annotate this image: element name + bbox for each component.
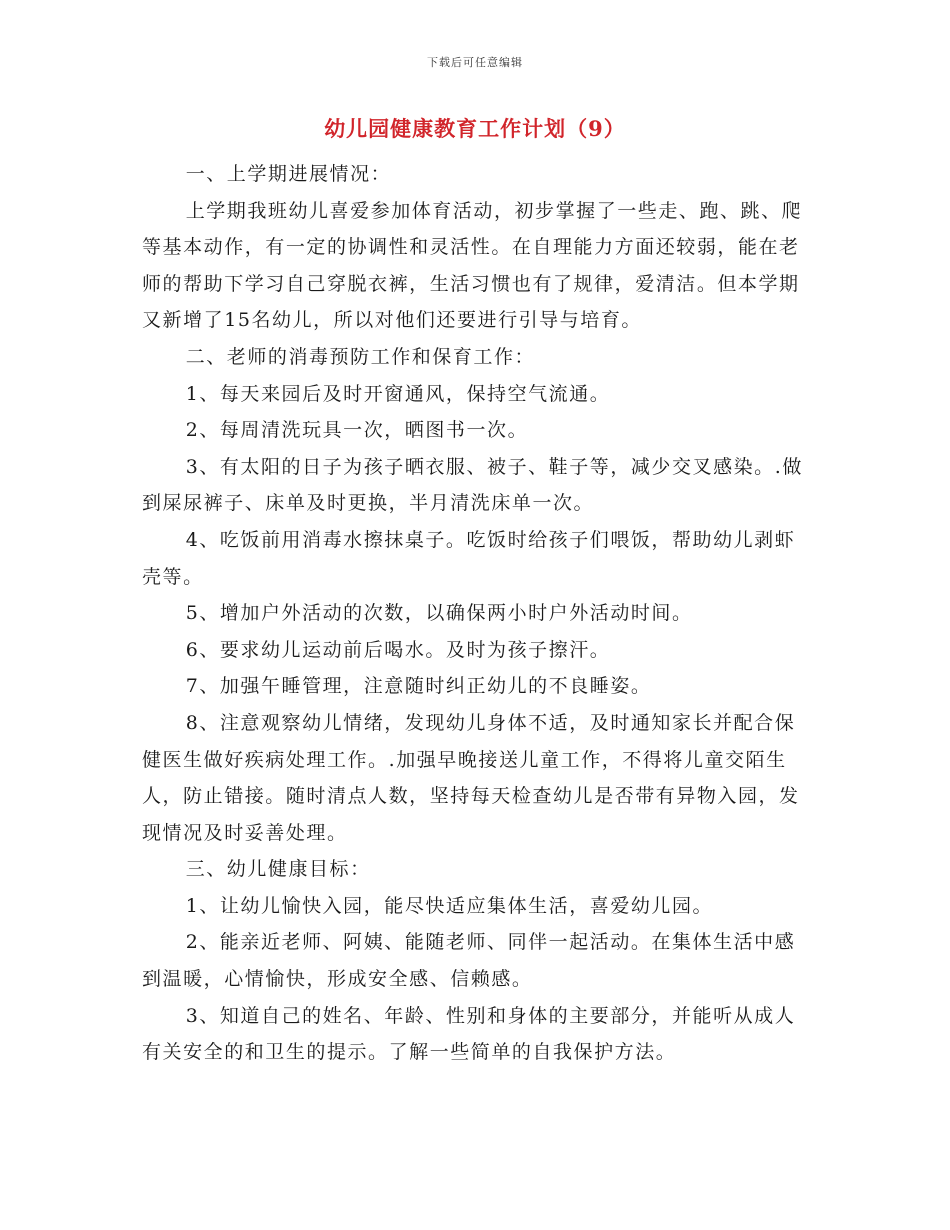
document-title: 幼儿园健康教育工作计划（9） (324, 116, 626, 141)
list-item: 7、加强午睡管理，注意随时纠正幼儿的不良睡姿。 (185, 675, 652, 698)
section-heading-3: 三、幼儿健康目标： (185, 858, 371, 881)
list-item: 2、每周清洗玩具一次，晒图书一次。 (185, 419, 529, 442)
section-heading-1: 一、上学期进展情况： (185, 163, 392, 185)
list-item: 2、能亲近老师、阿姨、能随老师、同伴一起活动。在集体生活中感到温暖，心情愉快，形成安全感、信赖感。 (142, 931, 796, 991)
list-item: 3、有太阳的日子为孩子晒衣服、被子、鞋子等，减少交叉感染。.做到屎尿裤子、床单及时更换，半月清洗床单一次。 (142, 455, 803, 515)
list-item: 3、知道自己的姓名、年龄、性别和身体的主要部分，并能听从成人有关安全的和卫生的提示。了解一些简单的自我保护方法。 (142, 1004, 796, 1064)
list-item: 8、注意观察幼儿情绪，发现幼儿身体不适，及时通知家长并配合保健医生做好疾病处理工作。.加强早晚接送儿童工作，不得将儿童交陌生人，防止错接。随时清点人数，坚持每天检查幼儿是否带有异物入园，发现情况及时妥善处理。 (142, 711, 800, 844)
section-heading-2: 二、老师的消毒预防工作和保育工作： (185, 345, 536, 368)
list-item: 1、让幼儿愉快入园，能尽快适应集体生活，喜爱幼儿园。 (185, 894, 714, 917)
list-item: 5、增加户外活动的次数，以确保两小时户外活动时间。 (185, 602, 693, 625)
document-body (142, 156, 814, 1071)
header-note: 下载后可任意编辑 (427, 56, 523, 69)
paragraph: 上学期我班幼儿喜爱参加体育活动，初步掌握了一些走、跑、跳、爬等基本动作，有一定的协调性和灵活性。在自理能力方面还较弱，能在老师的帮助下学习自己穿脱衣裤，生活习惯也有了规律，爱清洁。但本学期又新增了15名幼儿，所以对他们还要进行引导与培育。 (142, 199, 803, 332)
list-item: 1、每天来园后及时开窗通风，保持空气流通。 (185, 382, 611, 405)
list-item: 6、要求幼儿运动前后喝水。及时为孩子擦汗。 (185, 638, 611, 661)
list-item: 4、吃饭前用消毒水擦抹桌子。吃饭时给孩子们喂饭，帮助幼儿剥虾壳等。 (142, 528, 796, 588)
